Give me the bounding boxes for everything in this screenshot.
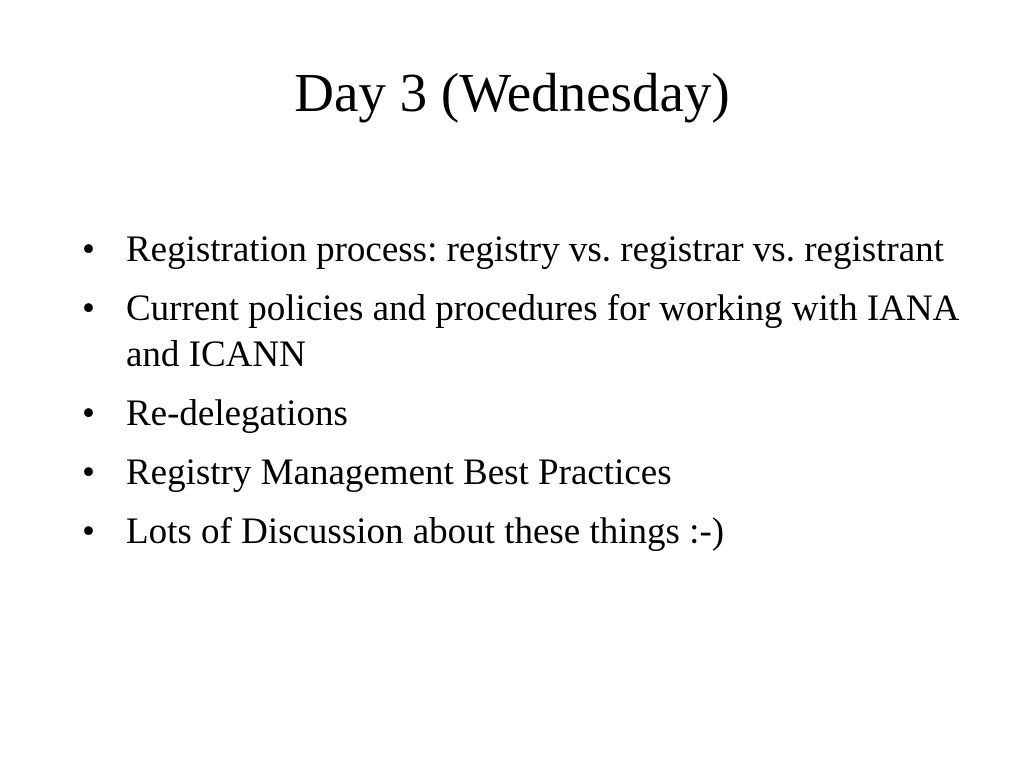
bullet-dot-icon: •: [82, 511, 95, 552]
bullet-dot-icon: •: [82, 393, 95, 434]
bullet-text: Registration process: registry vs. registrar vs. registrant: [126, 229, 944, 270]
bullet-item: [78, 450, 958, 496]
bullet-item: [78, 509, 958, 555]
bullet-text: Registry Management Best Practices: [126, 452, 672, 493]
slide-title: Day 3 (Wednesday): [294, 62, 730, 123]
bullet-dot-icon: •: [82, 229, 95, 270]
bullet-item: [78, 286, 958, 378]
bullet-text: Re-delegations: [126, 393, 348, 434]
bullet-dot-icon: •: [82, 288, 95, 329]
bullet-item: [78, 391, 958, 437]
bullet-text: Current policies and procedures for working with IANA and ICANN: [126, 288, 958, 375]
bullet-dot-icon: •: [82, 452, 95, 493]
bullet-text: Lots of Discussion about these things :-): [126, 511, 725, 552]
bullet-item: [78, 227, 958, 273]
bullet-list: [78, 227, 958, 568]
